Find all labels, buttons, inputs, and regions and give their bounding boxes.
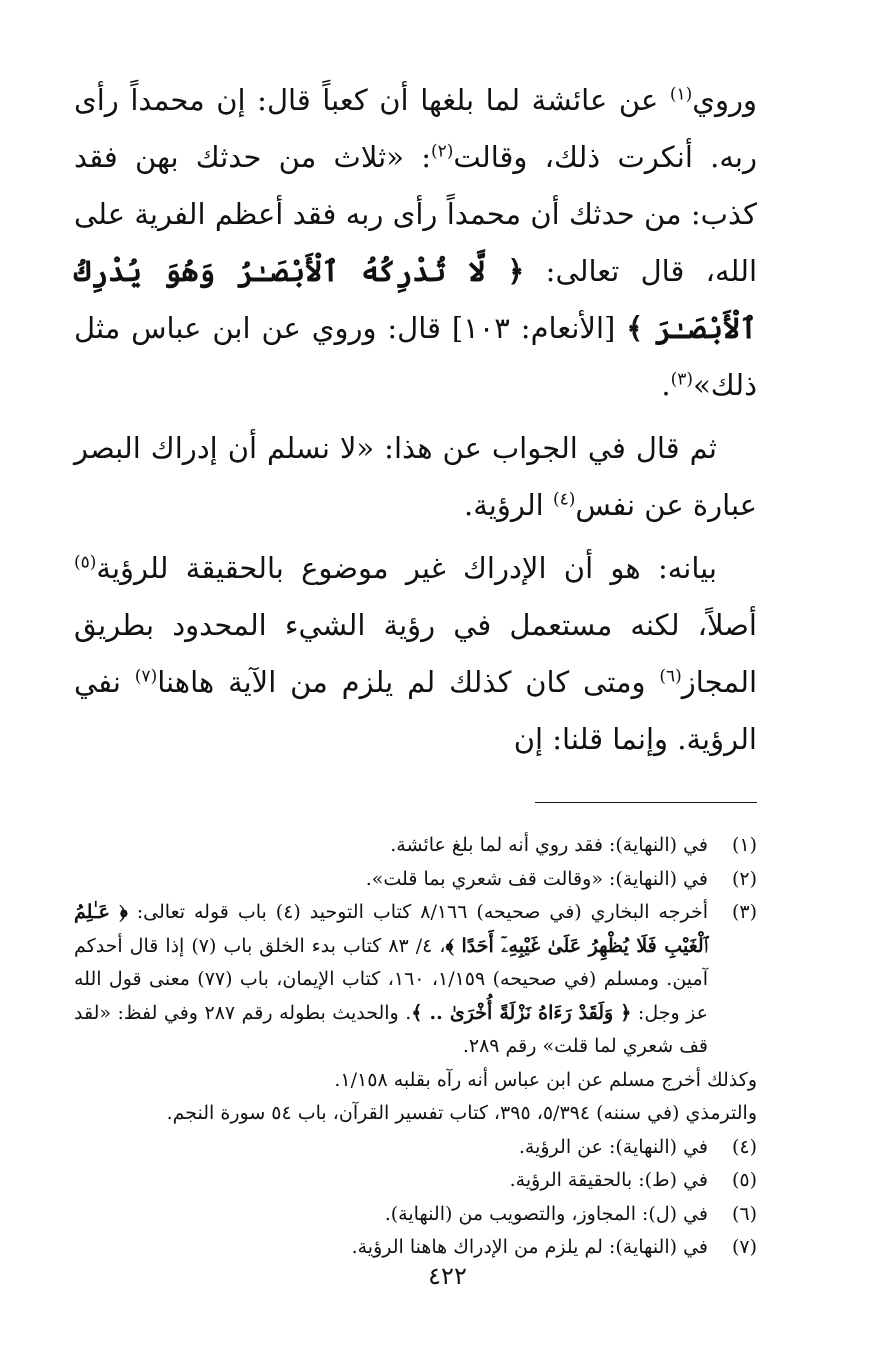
footnote-2 (74, 863, 757, 897)
footnote-ref-2[interactable]: (٢) (430, 141, 454, 162)
footnote-text: في (النهاية): لم يلزم من الإدراك هاهنا الرؤية. (351, 1236, 708, 1258)
footnote-text: في (النهاية): عن الرؤية. (518, 1135, 708, 1158)
footnote-number: (١) (731, 834, 757, 856)
footnote-ref-7[interactable]: (٧) (134, 666, 158, 687)
footnote-3-continuation: وكذلك أخرج مسلم عن ابن عباس أنه رآه بقلبه ١/١٥٨. (334, 1068, 757, 1091)
quran-verse: ﴿ عَـٰلِمُ ٱلْغَيْبِ فَلَا يُظْهِرُ عَلَىٰ غَيْبِهِۦٓ أَحَدًا ﴾ (74, 901, 708, 957)
footnote-ref-1[interactable]: (١) (669, 84, 693, 105)
paragraph-1: وروي$^{(١)}$ عن عائشة لما بلغها أن كعباً قال: إن محمداً رأى ربه. أنكرت ذلك، وقالت$^{(٢)}$: «ثلاث من حدثك بهن فقد كذب: من حدثك أن محمداً رأى ربه فقد أعظم الفرية على الله، قال تعالى: ﴿ لَّا تُدْرِكُهُ ٱلْأَبْصَـٰرُ وَهُوَ يُدْرِكُ ٱلْأَبْصَـٰرَ ﴾ [الأنعام: ١٠٣] قال: وروي عن ابن عباس مثل ذلك»$^{(٣)}$. (74, 83, 757, 402)
footnote-7 (74, 1231, 757, 1265)
footnote-ref-6[interactable]: (٦) (659, 666, 682, 687)
footnote-6 (74, 1198, 757, 1232)
footnote-number: (٤) (731, 1135, 757, 1158)
footnotes (74, 829, 757, 1265)
footnote-text: في (ل): المجاوز، والتصويب من (النهاية). (384, 1202, 708, 1225)
footnote-number: (٥) (731, 1169, 757, 1191)
page-number: ٤٢٢ (428, 1262, 467, 1290)
footnote-4 (74, 1131, 757, 1165)
main-text (74, 72, 757, 768)
quran-verse: ﴿ لَّا تُدْرِكُهُ ٱلْأَبْصَـٰرُ وَهُوَ يُدْرِكُ ٱلْأَبْصَـٰرَ ﴾ (74, 254, 757, 345)
paragraph-3: بيانه: هو أن الإدراك غير موضوع بالحقيقة للرؤية$^{(٥)}$ أصلاً، لكنه مستعمل في رؤية الشيء المحدود بطريق المجاز$^{(٦)}$ ومتى كان كذلك لم يلزم من الآية هاهنا$^{(٧)}$ نفي الرؤية. وإنما قلنا: إن (74, 551, 757, 756)
footnote-text: في (النهاية): فقد روي أنه لما بلغ عائشة. (390, 834, 708, 856)
paragraph-2: ثم قال في الجواب عن هذا: «لا نسلم أن إدراك البصر عبارة عن نفس$^{(٤)}$ الرؤية. (74, 431, 757, 522)
footnote-text: أخرجه البخاري (في صحيحه) ٨/١٦٦ كتاب التوحيد (٤) باب قوله تعالى: ﴿ عَـٰلِمُ ٱلْغَيْبِ فَلَا يُظْهِرُ عَلَىٰ غَيْبِهِۦٓ أَحَدًا ﴾، ٤/ ٨٣ كتاب بدء الخلق باب (٧) إذا قال أحدكم آمين. ومسلم (في صحيحه) ١/١٥٩، ١٦٠، كتاب الإيمان، باب (٧٧) معنى قول الله عز وجل: ﴿ وَلَقَدْ رَءَاهُ نَزْلَةً أُخْرَىٰ .. ﴾. والحديث بطوله رقم ٢٨٧ وفي لفظ: «لقد قف شعري لما قلت» رقم ٢٨٩. (74, 901, 708, 1057)
footnote-text: في (ط): بالحقيقة الرؤية. (509, 1169, 708, 1191)
footnote-3-continuation: والترمذي (في سننه) ٥/٣٩٤، ٣٩٥، كتاب تفسير القرآن، باب ٥٤ سورة النجم. (166, 1102, 757, 1124)
footnote-1 (74, 829, 757, 863)
footnote-ref-3[interactable]: (٣) (670, 369, 694, 390)
footnote-separator (535, 802, 757, 803)
footnote-ref-4[interactable]: (٤) (552, 489, 576, 510)
footnote-ref-5[interactable]: (٥) (74, 552, 97, 573)
footnote-text: في (النهاية): «وقالت قف شعري بما قلت». (365, 867, 708, 890)
footnote-5 (74, 1164, 757, 1198)
quran-verse: ﴿ وَلَقَدْ رَءَاهُ نَزْلَةً أُخْرَىٰ .. ﴾ (411, 1001, 632, 1024)
footnote-number: (٧) (731, 1236, 757, 1258)
footnote-number: (٣) (731, 901, 757, 923)
footnote-3 (74, 896, 757, 1064)
footnote-number: (٦) (731, 1202, 757, 1225)
footnote-number: (٢) (731, 867, 757, 890)
